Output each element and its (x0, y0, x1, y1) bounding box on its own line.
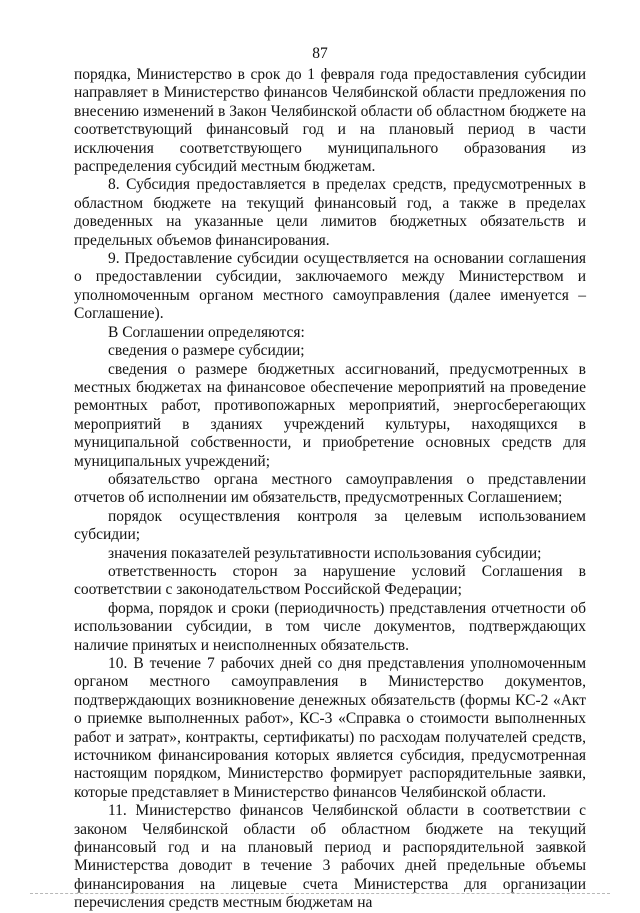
paragraph-agreement-intro: В Соглашении определяются: (108, 323, 305, 341)
paragraph-control-procedure: порядок осуществления контроля за целевым использованием субсидии; (74, 507, 586, 544)
paragraph-item-8: 8. Субсидия предоставляется в пределах средств, предусмотренных в областном бюджете на текущий финансовый год, а также в пределах доведенных на указанные цели лимитов бюджетных обязательств и предельных объемов финансирования. (74, 176, 586, 249)
paragraph-item-11: 11. Министерство финансов Челябинской области в соответствии с законом Челябинской области об областном бюджете на текущий финансовый год и на плановый период и распорядительной заявкой Министерства доводит в течение 3 рабочих дней предельные объемы финансирования на лицевые счета Министерства для организации перечисления средств местным бюджетам на (74, 802, 586, 912)
paragraph-performance-indicators: значения показателей результативности использования субсидии; (108, 544, 542, 562)
paragraph-item-9: 9. Предоставление субсидии осуществляется на основании соглашения о предоставлении субсидии, заключаемого между Министерством и уполномоченным органом местного самоуправления (далее именуется – Соглашение). (74, 250, 586, 323)
paragraph-reporting-obligation: обязательство органа местного самоуправления о представлении отчетов об исполнении им обязательств, предусмотренных Соглашением; (74, 470, 586, 507)
page-bottom-edge (30, 893, 610, 894)
paragraph-continuation: порядка, Министерство в срок до 1 февраля года предоставления субсидии направляет в Министерство финансов Челябинской области предложения по внесению изменений в Закон Челябинской области об областном бюджете на соответствующий финансовый год и на плановый период в части исключения соответствующего муниципального образования из распределения субсидий местным бюджетам. (74, 66, 586, 176)
paragraph-subsidy-amount: сведения о размере субсидии; (108, 342, 305, 360)
document-body (74, 66, 586, 913)
paragraph-liability: ответственность сторон за нарушение условий Соглашения в соответствии с законодательством Российской Федерации; (74, 562, 586, 599)
page-number: 87 (312, 45, 328, 62)
paragraph-reporting-form: форма, порядок и сроки (периодичность) представления отчетности об использовании субсидии, в том числе документов, подтверждающих наличие принятых и неисполненных обязательств. (74, 599, 586, 654)
paragraph-item-10: 10. В течение 7 рабочих дней со дня представления уполномоченным органом местного самоуправления в Министерство документов, подтверждающих возникновение денежных обязательств (формы КС-2 «Акт о приемке выполненных работ», КС-3 «Справка о стоимости выполненных работ и затрат», контракты, сертификаты) по расходам получателей средств, источником финансирования которых является субсидия, предусмотренная настоящим порядком, Министерство формирует распорядительные заявки, которые представляет в Министерство финансов Челябинской области. (74, 655, 586, 801)
paragraph-budget-allocations: сведения о размере бюджетных ассигнований, предусмотренных в местных бюджетах на финансовое обеспечение мероприятий на проведение ремонтных работ, противопожарных мероприятий, энергосберегающих мероприятий в зданиях учреждений культуры, находящихся в муниципальной собственности, и приобретение основных средств для муниципальных учреждений; (74, 360, 586, 470)
